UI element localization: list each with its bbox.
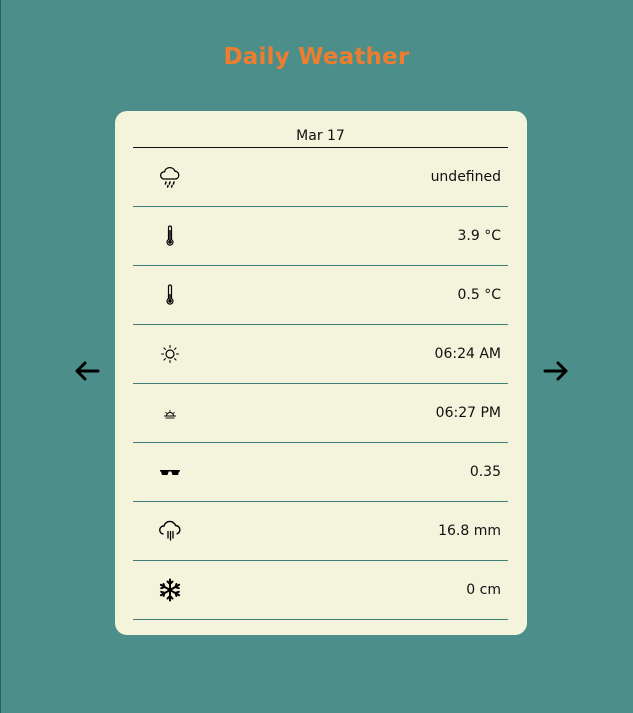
sunset-value: 06:27 PM — [435, 405, 501, 421]
thermometer-low-icon — [157, 282, 183, 308]
date-label: Mar 17 — [133, 128, 508, 148]
sunset-row — [133, 384, 508, 443]
window-edge — [0, 0, 1, 713]
snow-amount-row — [133, 561, 508, 620]
arrow-right-icon — [543, 360, 569, 382]
temperature-low-row — [133, 266, 508, 325]
arrow-left-icon — [74, 360, 100, 382]
rain-cloud-icon — [157, 164, 183, 190]
temperature-high-row — [133, 207, 508, 266]
weather-details-list — [133, 148, 508, 620]
weather-card — [115, 111, 527, 635]
temperature-low-value: 0.5 °C — [457, 287, 501, 303]
thermometer-high-icon — [157, 223, 183, 249]
precipitation-type-value: undefined — [430, 169, 501, 185]
temperature-high-value: 3.9 °C — [457, 228, 501, 244]
snow-amount-value: 0 cm — [466, 582, 501, 598]
precipitation-type-row — [133, 148, 508, 207]
sunrise-value: 06:24 AM — [434, 346, 501, 362]
rain-amount-row — [133, 502, 508, 561]
sunglasses-icon — [157, 459, 183, 485]
rain-amount-value: 16.8 mm — [438, 523, 501, 539]
previous-day-button[interactable] — [73, 358, 101, 384]
snowflake-icon — [157, 577, 183, 603]
sunrise-row — [133, 325, 508, 384]
uv-index-value: 0.35 — [469, 464, 501, 480]
sunrise-icon — [157, 341, 183, 367]
uv-index-row — [133, 443, 508, 502]
page-title: Daily Weather — [223, 44, 410, 70]
rain-shower-icon — [157, 518, 183, 544]
next-day-button[interactable] — [542, 358, 570, 384]
sunset-icon — [157, 400, 183, 426]
